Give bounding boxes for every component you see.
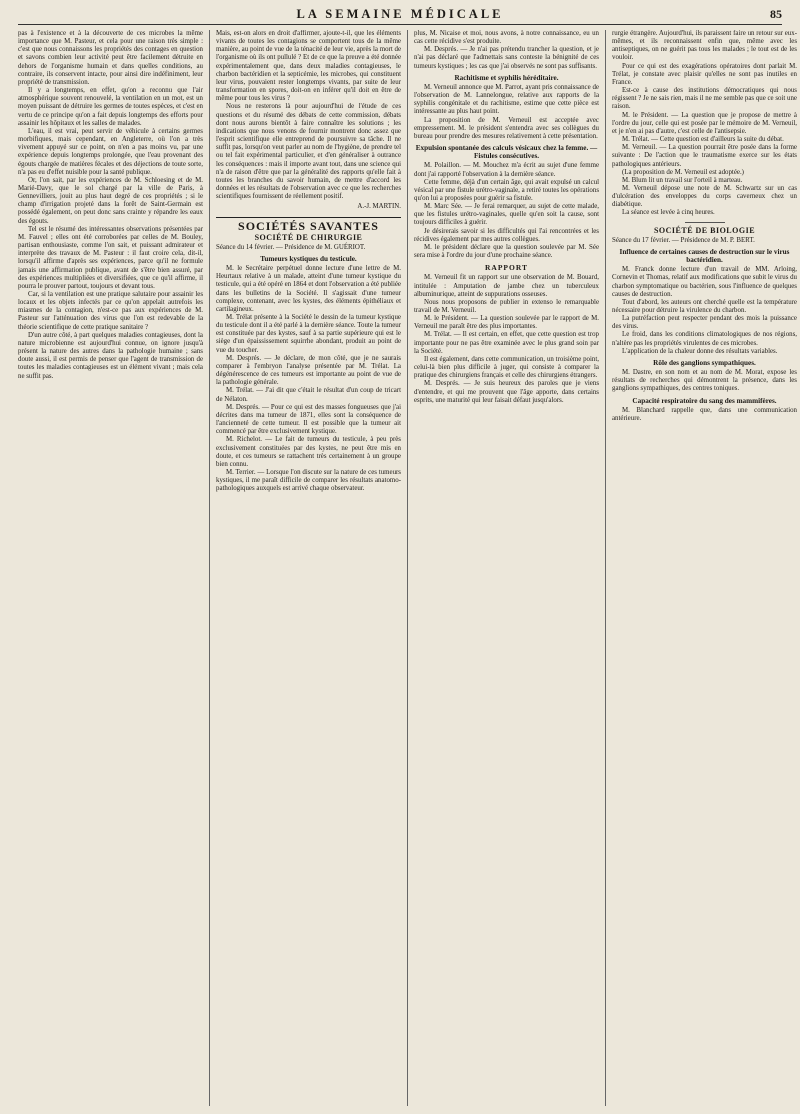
- paragraph: M. le président déclare que la question soulevée par M. Sée sera mise à l'ordre du jour d'une prochaine séance.: [414, 243, 599, 260]
- paragraph: M. le Président. — La question que je propose de mettre à l'ordre du jour, celle qui est posée par le mémoire de M. Verneuil, et je n'en ai pas d'autre, c'est celle de l'antisepsie.: [612, 111, 797, 135]
- report-heading: RAPPORT: [485, 263, 528, 273]
- paragraph: Mais, est-on alors en droit d'affirmer, ajoute-t-il, que les éléments vivants de toutes les contagions se comportent tous de la même manière, au point de vue de la ténacité de leur vie, après la mort de l'organisme où ils ont pullulé ? Et de ce que la preuve a été donnée expérimentalement que, dans deux maladies contagieuses, le charbon bactéridien et la septicémie, les microbes, qui constituent leur virus, pouvaient rester longtemps vivants, par suite de leur transformation en spores, doit-on en inférer qu'il doit en être de même pour tous les virus ?: [216, 30, 401, 103]
- divider: [685, 222, 725, 223]
- paragraph: Cette femme, déjà d'un certain âge, qui avait expulsé un calcul vésical par une fistule urétro-vaginale, a retiré toutes les opérations qu'on lui a proposées pour guérir sa fistule.: [414, 178, 599, 202]
- paragraph: (La proposition de M. Verneuil est adoptée.): [622, 168, 744, 176]
- topic-title: Capacité respiratoire du sang des mammifères.: [632, 396, 777, 405]
- topic-title: Influence de certaines causes de destruction sur le virus bactéridien.: [619, 247, 790, 265]
- paragraph: M. Verneuil fit un rapport sur une observation de M. Bouard, intitulée : Amputation de jambe chez un tuberculeux albuminurique, atteint de suppurations osseuses.: [414, 274, 599, 298]
- paragraph: Il est également, dans cette communication, un troisième point, celui-là bien plus difficile à juger, qui consiste à comparer la pratique des chirurgiens français et celle des chirurgiens étrangers.: [414, 355, 599, 380]
- page-number: 85: [770, 7, 782, 21]
- paragraph: M. Dastre, en son nom et au nom de M. Morat, expose les résultats de recherches qui démontrent la présence, dans les ganglions sympathiques, des centres toniques.: [612, 369, 797, 393]
- paragraph: Le froid, dans les conditions climatologiques de nos régions, n'altère pas les propriétés virulentes de ces microbes.: [612, 331, 797, 347]
- paragraph: La séance est levée à cinq heures.: [622, 209, 715, 217]
- session-line: Séance du 17 février. — Présidence de M. P. BERT.: [612, 236, 755, 244]
- society-heading: SOCIÉTÉ DE BIOLOGIE: [653, 225, 756, 235]
- paragraph: Pour ce qui est des exagérations opératoires dont parlait M. Trélat, je constate avec plaisir qu'elles ne sont pas inutiles en France.: [612, 62, 797, 86]
- paragraph: M. Trélat. — J'ai dit que c'était le résultat d'un coup de tricart de Nélaton.: [216, 387, 401, 403]
- paragraph: M. Trélat. — Il est certain, en effet, que cette question est trop importante pour ne pas être examinée avec le plus grand soin par la Société.: [414, 331, 599, 355]
- paragraph: M. Polaillon. — M. Mouchez m'a écrit au sujet d'une femme dont j'ai rapporté l'observation à la dernière séance.: [414, 162, 599, 178]
- paragraph: L'application de la chaleur donne des résultats variables.: [622, 347, 778, 355]
- paragraph: rurgie étrangère. Aujourd'hui, ils paraissent faire un retour sur eux-mêmes, et ils reconnaissent enfin que, même avec les antiseptiques, on ne guérit pas tous les malades ; le tout est de les vouloir.: [612, 30, 797, 62]
- paragraph: M. Terrier. — Lorsque l'on discute sur la nature de ces tumeurs kystiques, il me paraît difficile de comparer les résultats anatomo-pathologiques auxquels est arrivé chaque observateur.: [216, 468, 401, 493]
- session-line: Séance du 14 février. — Présidence de M. GUÉRIOT.: [216, 243, 366, 251]
- paragraph: Il y a longtemps, en effet, qu'on a reconnu que l'air atmosphérique souvent renouvelé, la ventilation en un mot, est un moyen puissant de détruire les germes de toutes espèces, et c'est en vertu de ce principe qu'on a fait depuis longtemps des efforts pour assainir les hôpitaux et les salles de malades.: [18, 87, 203, 127]
- column-2: [216, 30, 401, 1108]
- paragraph: La proposition de M. Verneuil est acceptée avec empressement. M. le président s'entendra avec ses collègues du bureau pour prendre des mesures relativement à cette présentation.: [414, 116, 599, 140]
- paragraph: M. Després. — Je suis heureux des paroles que je viens d'entendre, et qui me prouvent que l'âge apporte, dans certains esprits, une maturité qui leur faisait défaut jusqu'alors.: [414, 380, 599, 404]
- column-1: [18, 30, 203, 1108]
- header-rule: [18, 24, 782, 25]
- paragraph: L'eau, il est vrai, peut servir de véhicule à certains germes morbifiques, mais cependant, en Angleterre, où l'on a très vivement appuyé sur ce point, on n'en a pas moins vu, par une expérience depuis longtemps prolongée, que l'eau provenant des égouts chargée de matières fécales et des déjections de toute sorte, n'a pas eu d'effet nuisible pour la santé publique.: [18, 127, 203, 176]
- paragraph: Nous nous proposons de publier in extenso le remarquable travail de M. Verneuil.: [414, 298, 599, 314]
- paragraph: Or, l'on sait, par les expériences de M. Schloesing et de M. Marié-Davy, que le sol chargé par la ville de Paris, à Gennevilliers, jouit au plus haut degré de ces propriétés ; si le champ d'irrigation projeté dans la forêt de Saint-Germain est possédé également, on peut donc sans crainte y répandre les eaux des égouts.: [18, 176, 203, 225]
- paragraph: M. Després. — Je n'ai pas prétendu trancher la question, et je n'ai pas déclaré que l'admettais sans conteste la bénignité de ces tumeurs kystiques ; les cas que j'ai observés ne sont pas suffisants.: [414, 46, 599, 70]
- paragraph: M. Franck donne lecture d'un travail de MM. Arloing, Cornevin et Thomas, relatif aux modifications que subit le virus du charbon symptomatique ou bactérien, sous l'influence de quelques causes de destruction.: [612, 266, 797, 298]
- paragraph: M. Richelot. — Le fait de tumeurs du testicule, à peu près exclusivement constituées par des kystes, ne peut être mis en doute, et ces tumeurs se rattachent très certainement à un groupe bien connu.: [216, 436, 401, 468]
- paragraph: Nous ne resterons là pour aujourd'hui de l'étude de ces questions et du résumé des débats de cette commission, débats dont nous aurons bientôt à faire connaître les solutions ; les indications que nous venons de fournir montrent donc assez que l'esprit scientifique elle entreprend de poursuivre sa tâche. Il ne suffit pas, lorsqu'on veut parler au nom de l'hygiène, de prendre tel ou tel fait expérimental particulier, et d'en généraliser à outrance les conséquences : mais il importe avant tout, dans une science qui n'a de raison d'être que par la généralité des rapports qu'elle fait à toutes les branches du savoir humain, de mettre d'accord les données et les résultats de l'observation avec ce que les recherches scientifiques fournissent de réellement positif.: [216, 103, 401, 201]
- column-3: [414, 30, 599, 1108]
- paragraph: Tel est le résumé des intéressantes observations présentées par M. Fauvel ; elles ont été corroborées par celles de M. Bouley, partisan enthousiaste, comme l'on sait, et puissant admirateur et interprète des travaux de M. Pasteur : il faut croire cela, dit-il, lorsqu'il affirme d'après ses expériences, parce qu'il ne formule jamais une affirmation publique, avant de s'être bien assuré, par des expériences multipliées et diversifiées, que ce qu'il affirme, il pourra le prouver partout, toujours et devant tous.: [18, 225, 203, 290]
- topic-title: Rachitisme et syphilis héréditaire.: [454, 73, 559, 82]
- paragraph: Tout d'abord, les auteurs ont cherché quelle est la température nécessaire pour détruire la virulence du charbon.: [612, 298, 797, 314]
- paragraph: Je désirerais savoir si les difficultés qui l'ai rencontrées et les récidives également par mes autres collègues.: [414, 227, 599, 243]
- paragraph: Est-ce à cause des institutions démocratiques qui nous régissent ? Je ne sais rien, mais il ne me semble pas que ce soit une raison.: [612, 87, 797, 111]
- society-heading: SOCIÉTÉ DE CHIRURGIE: [254, 232, 363, 242]
- column-4: [612, 30, 797, 1108]
- column-divider: [407, 30, 408, 1106]
- paragraph: D'un autre côté, à part quelques maladies contagieuses, dont la nature microbienne est aujourd'hui connue, on ignore jusqu'à présent la nature des autres dans la pathologie humaine ; sans doute aussi, il est permis de penser que l'agent de transmission de toutes les maladies contagieuses est un élément vivant ; mais cela ne suffit pas.: [18, 331, 203, 380]
- page-header: [18, 4, 782, 26]
- paragraph: M. Trélat présente à la Société le dessin de la tumeur kystique du testicule dont il a été parlé à la dernière séance. Toute la tumeur est constituée par des kystes, sauf à sa partie supérieure qui est le siège d'un épaississement squirrhe abondant, produit au point de vue du toucher.: [216, 314, 401, 354]
- topic-title: Rôle des ganglions sympathiques.: [653, 358, 756, 367]
- paragraph: M. Després. — Je déclare, de mon côté, que je ne saurais comparer à l'embryon l'analyse présentée par M. Trélat. La dégénérescence de ces tumeurs est importante au point de vue de la pathologie générale.: [216, 354, 401, 387]
- journal-title: LA SEMAINE MÉDICALE: [296, 7, 504, 21]
- paragraph: M. Trélat. — Cette question est d'ailleurs la suite du débat.: [622, 136, 784, 144]
- author-signature: A.-J. MARTIN.: [357, 203, 401, 211]
- paragraph: M. Verneuil annonce que M. Parrot, ayant pris connaissance de l'observation de M. Lannelongue, relative aux rapports de la syphilis congénitale et du rachitisme, estime que cette pièce est intéressante au plus haut point.: [414, 83, 599, 116]
- paragraph: M. Verneuil. — La question pourrait être posée dans la forme suivante : De l'action que le traumatisme exerce sur les états pathologiques antérieurs.: [612, 144, 797, 168]
- section-heading: SOCIÉTÉS SAVANTES: [216, 217, 401, 230]
- paragraph: M. le Secrétaire perpétuel donne lecture d'une lettre de M. Heurtaux relative à un malade, atteint d'une tumeur kystique du testicule, qui a été opéré en 1864 et dont l'observation a été publiée dans les bulletins de la Société. Il s'agissait d'une tumeur complexe, contenant, avec les kystes, des éléments épithéliaux et cartilagineux.: [216, 265, 401, 313]
- topic-title: Tumeurs kystiques du testicule.: [260, 254, 357, 263]
- paragraph: M. Verneuil dépose une note de M. Schwartz sur un cas d'ulcération des enveloppes du corps caverneux chez un diabétique.: [612, 184, 797, 209]
- paragraph: Car, si la ventilation est une pratique salutaire pour assainir les locaux et les objets infectés par ce qu'on appelait autrefois les miasmes de la contagion, n'est-ce pas aux expériences de M. Pasteur sur l'atténuation des virus que l'on est redevable de la théorie scientifique de cette pratique sanitaire ?: [18, 291, 203, 331]
- column-divider: [605, 30, 606, 1106]
- paragraph: M. Després. — Pour ce qui est des masses fongueuses que j'ai décrites dans ma tumeur de 1871, elles sont la conséquence de l'ancienneté de cette tumeur. Il est possible que la tumeur ait commencé par être exclusivement kystique.: [216, 403, 401, 436]
- topic-title: Expulsion spontanée des calculs vésicaux chez la femme. — Fistules consécutives.: [415, 144, 598, 161]
- paragraph: M. le Président. — La question soulevée par le rapport de M. Verneuil me paraît être des plus importantes.: [414, 315, 599, 331]
- paragraph: M. Marc Sée. — Je ferai remarquer, au sujet de cette malade, que les fistules urétro-vaginales, quelle qu'en soit la cause, sont toujours difficiles à guérir.: [414, 203, 599, 227]
- paragraph: plus, M. Nicaise et moi, nous avons, à notre connaissance, eu un cas cette récidive s'est produite.: [414, 30, 599, 46]
- column-divider: [209, 30, 210, 1106]
- paragraph: pas à l'existence et à la découverte de ces microbes la même importance que M. Pasteur, et cela pour une raison très simple : c'est que nous connaissons les propriétés des contages en question et savons combien leur activité peut être facilement détruite en dehors de l'organisme humain et dans quelles conditions, au contraire, ils conservent intacte, pour ainsi dire indéfiniment, leur propriété de transmission.: [18, 30, 203, 86]
- paragraph: La putréfaction peut respecter pendant des mois la puissance des virus.: [612, 315, 797, 331]
- paragraph: M. Blanchard rappelle que, dans une communication antérieure.: [612, 406, 797, 422]
- paragraph: M. Blum lit un travail sur l'orteil à marteau.: [622, 176, 743, 184]
